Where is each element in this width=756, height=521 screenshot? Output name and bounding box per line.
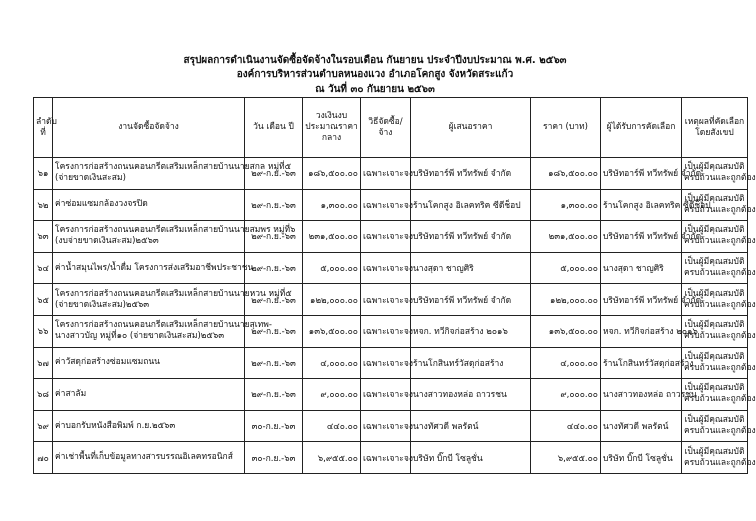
table-row [34, 379, 748, 411]
project-line-2: นางสาวบัญ หมู่ที่๑๐ (จ่ายขาดเงินสะสม)๒๕๖๓ [55, 331, 225, 342]
cell-date: ๒๙-ก.ย.-๖๓ [245, 189, 303, 221]
cell-price: ๖,๙๕๕.๐๐ [531, 442, 601, 474]
cell-winner: นางสาวทองหล่อ ถาวรชน [601, 379, 682, 411]
procurement-table [33, 97, 756, 474]
cell-budget: ๑๘๖,๕๐๐.๐๐ [303, 158, 361, 190]
reason-line-2: ครบถ้วนและถูกต้อง [684, 204, 756, 215]
reason-line-1: เป็นผู้มีคุณสมบัติ [684, 383, 745, 394]
cell-project [53, 315, 272, 347]
cell-budget: ๔๔๐.๐๐ [303, 410, 361, 442]
project-line-1: โครงการก่อสร้างถนนคอนกรีตเสริมเหล็กสายบ้านนายหวน หมู่ที่๕ [55, 288, 292, 299]
cell-reason [682, 315, 756, 347]
col-header-budget: วงเงินงบประมาณราคากลาง [303, 98, 361, 158]
reason-line-1: เป็นผู้มีคุณสมบัติ [684, 320, 745, 331]
table-row [34, 252, 748, 284]
cell-winner: นางสุดา ชาญศิริ [601, 252, 682, 284]
table-row [34, 284, 748, 316]
cell-reason [682, 284, 756, 316]
cell-no: ๖๗ [34, 347, 53, 379]
cell-method: เฉพาะเจาะจง [361, 347, 411, 379]
cell-method: เฉพาะเจาะจง [361, 221, 411, 253]
cell-project [53, 252, 254, 284]
reason-line-2: ครบถ้วนและถูกต้อง [684, 173, 756, 184]
cell-bidder: บริษัทอาร์พี ทวีทรัพย์ จำกัด [411, 221, 531, 253]
cell-bidder: นางสุดา ชาญศิริ [411, 252, 531, 284]
cell-date: ๒๙-ก.ย.-๖๓ [245, 379, 303, 411]
col-header-no: ลำดับที่ [34, 98, 53, 158]
cell-no: ๖๕ [34, 284, 53, 316]
cell-no: ๖๓ [34, 221, 53, 253]
cell-bidder: นางทัศวดี พลรัตน์ [411, 410, 531, 442]
col-header-reason: เหตุผลที่คัดเลือกโดยสังเขป [682, 98, 748, 158]
reason-line-1: เป็นผู้มีคุณสมบัติ [684, 446, 745, 457]
cell-project [53, 442, 245, 474]
cell-date: ๒๙-ก.ย.-๖๓ [245, 284, 303, 316]
cell-price: ๑๘๖,๕๐๐.๐๐ [531, 158, 601, 190]
reason-line-2: ครบถ้วนและถูกต้อง [684, 426, 756, 437]
cell-budget: ๕,๐๐๐.๐๐ [303, 252, 361, 284]
cell-method: เฉพาะเจาะจง [361, 379, 411, 411]
cell-price: ๔,๐๐๐.๐๐ [531, 347, 601, 379]
cell-method: เฉพาะเจาะจง [361, 189, 411, 221]
cell-bidder: บริษัทอาร์พี ทวีทรัพย์ จำกัด [411, 284, 531, 316]
cell-project [53, 189, 245, 221]
project-line-1: ค่าน้ำสมุนไพร/น้ำดื่ม โครงการส่งเสริมอาชีพประชาชน [55, 262, 254, 273]
cell-date: ๒๙-ก.ย.-๖๓ [245, 347, 303, 379]
cell-bidder: บริษัทอาร์พี ทวีทรัพย์ จำกัด [411, 158, 531, 190]
reason-line-2: ครบถ้วนและถูกต้อง [684, 394, 756, 405]
cell-method: เฉพาะเจาะจง [361, 442, 411, 474]
reason-line-2: ครบถ้วนและถูกต้อง [684, 331, 756, 342]
project-line-2: (จ่ายขาดเงินสะสม)๒๕๖๓ [55, 299, 150, 310]
cell-budget: ๒๓๑,๕๐๐.๐๐ [303, 221, 361, 253]
cell-method: เฉพาะเจาะจง [361, 158, 411, 190]
table-row [34, 221, 748, 253]
cell-reason [682, 221, 756, 253]
cell-price: ๑๒๒,๐๐๐.๐๐ [531, 284, 601, 316]
cell-no: ๖๖ [34, 315, 53, 347]
cell-date: ๒๙-ก.ย.-๖๓ [245, 315, 303, 347]
cell-reason [682, 410, 756, 442]
cell-winner: หจก. ทวีกิจก่อสร้าง ๒๐๑๖ [601, 315, 682, 347]
cell-reason [682, 252, 756, 284]
cell-date: ๒๙-ก.ย.-๖๓ [245, 221, 303, 253]
cell-bidder: ร้านโคกสูง อิเลคทริค ซีดีช็อป [411, 189, 531, 221]
cell-winner: บริษัท บิ๊กบี โซลูชั่น [601, 442, 682, 474]
cell-winner: บริษัทอาร์พี ทวีทรัพย์ จำกัด [601, 158, 682, 190]
project-line-1: ค่าซ่อมแซมกล้องวงจรปิด [55, 199, 148, 210]
col-header-method: วิธีจัดซื้อ/จ้าง [361, 98, 411, 158]
reason-line-2: ครบถ้วนและถูกต้อง [684, 299, 756, 310]
col-header-bidder: ผู้เสนอราคา [411, 98, 531, 158]
reason-line-1: เป็นผู้มีคุณสมบัติ [684, 288, 745, 299]
cell-budget: ๖,๙๕๕.๐๐ [303, 442, 361, 474]
cell-no: ๖๙ [34, 410, 53, 442]
table-row [34, 347, 748, 379]
reason-line-1: เป็นผู้มีคุณสมบัติ [684, 415, 745, 426]
cell-price: ๔๔๐.๐๐ [531, 410, 601, 442]
reason-line-1: เป็นผู้มีคุณสมบัติ [684, 257, 745, 268]
cell-bidder: บริษัท บิ๊กบี โซลูชั่น [411, 442, 531, 474]
cell-reason [682, 442, 756, 474]
report-title: สรุปผลการดำเนินงานจัดซื้อจัดจ้างในรอบเดือน กันยายน ประจำปีงบประมาณ พ.ศ. ๒๕๖๓ [183, 55, 567, 66]
cell-method: เฉพาะเจาะจง [361, 410, 411, 442]
cell-winner: บริษัทอาร์พี ทวีทรัพย์ จำกัด [601, 284, 682, 316]
reason-line-2: ครบถ้วนและถูกต้อง [684, 362, 756, 373]
cell-method: เฉพาะเจาะจง [361, 252, 411, 284]
reason-line-2: ครบถ้วนและถูกต้อง [684, 236, 756, 247]
project-line-2: (งบจ่ายขาดเงินสะสม)๒๕๖๓ [55, 236, 159, 247]
report-date: ณ วันที่ ๓๐ กันยายน ๒๕๖๓ [315, 84, 435, 95]
cell-winner: นางทัศวดี พลรัตน์ [601, 410, 682, 442]
cell-no: ๗๐ [34, 442, 53, 474]
project-line-1: โครงการก่อสร้างถนนคอนกรีตเสริมเหล็กสายบ้านนายสุเทพ- [55, 320, 272, 331]
cell-method: เฉพาะเจาะจง [361, 315, 411, 347]
cell-budget: ๑,๓๐๐.๐๐ [303, 189, 361, 221]
table-row [34, 315, 748, 347]
cell-budget: ๑๒๒,๐๐๐.๐๐ [303, 284, 361, 316]
cell-project [53, 410, 245, 442]
cell-price: ๒๓๑,๕๐๐.๐๐ [531, 221, 601, 253]
project-line-1: ค่าเช่าพื้นที่เก็บข้อมูลทางสารบรรณอิเลคทรอนิกส์ [55, 452, 233, 463]
project-line-1: โครงการก่อสร้างถนนคอนกรีตเสริมเหล็กสายบ้านนายสมพร หมู่ที่๖ [55, 225, 296, 236]
cell-no: ๖๔ [34, 252, 53, 284]
cell-no: ๖๘ [34, 379, 53, 411]
reason-line-1: เป็นผู้มีคุณสมบัติ [684, 351, 745, 362]
cell-date: ๒๙-ก.ย.-๖๓ [245, 158, 303, 190]
table-row [34, 442, 748, 474]
reason-line-1: เป็นผู้มีคุณสมบัติ [684, 225, 745, 236]
cell-price: ๑,๓๐๐.๐๐ [531, 189, 601, 221]
cell-winner: ร้านโคกสูง อิเลคทริค ซีดีช็อป [601, 189, 682, 221]
col-header-project: งานจัดซื้อจัดจ้าง [53, 98, 245, 158]
cell-method: เฉพาะเจาะจง [361, 284, 411, 316]
cell-winner: ร้านโกสินทร์วัสดุก่อสร้าง [601, 347, 682, 379]
table-row [34, 410, 748, 442]
cell-no: ๖๑ [34, 158, 53, 190]
table-row [34, 189, 748, 221]
project-line-1: โครงการก่อสร้างถนนคอนกรีตเสริมเหล็กสายบ้านนายสกล หมู่ที่๕ [55, 162, 292, 173]
col-header-winner: ผู้ได้รับการคัดเลือก [601, 98, 682, 158]
reason-line-2: ครบถ้วนและถูกต้อง [684, 457, 756, 468]
organization-name: องค์การบริหารส่วนตำบลหนองแวง อำเภอโคกสูง จังหวัดสระแก้ว [236, 69, 514, 80]
project-line-1: ค่าบอกรับหนังสือพิมพ์ ก.ย.๒๕๖๓ [55, 420, 176, 431]
cell-date: ๓๐-ก.ย.-๖๓ [245, 410, 303, 442]
cell-price: ๕,๐๐๐.๐๐ [531, 252, 601, 284]
table-row [34, 158, 748, 190]
cell-budget: ๙,๐๐๐.๐๐ [303, 379, 361, 411]
cell-budget: ๔,๐๐๐.๐๐ [303, 347, 361, 379]
cell-project [53, 347, 245, 379]
cell-bidder: นางสาวทองหล่อ ถาวรชน [411, 379, 531, 411]
col-header-price: ราคา (บาท) [531, 98, 601, 158]
cell-price: ๑๓๖,๕๐๐.๐๐ [531, 315, 601, 347]
reason-line-1: เป็นผู้มีคุณสมบัติ [684, 162, 745, 173]
cell-no: ๖๒ [34, 189, 53, 221]
project-line-2: (จ่ายขาดเงินสะสม) [55, 173, 126, 184]
project-line-1: ค่าวัสดุก่อสร้างซ่อมแซมถนน [55, 357, 160, 368]
cell-date: ๓๐-ก.ย.-๖๓ [245, 442, 303, 474]
cell-reason [682, 347, 756, 379]
cell-reason [682, 379, 756, 411]
cell-price: ๙,๐๐๐.๐๐ [531, 379, 601, 411]
project-line-1: ค่าสาลัม [55, 388, 87, 399]
cell-project [53, 379, 245, 411]
reason-line-2: ครบถ้วนและถูกต้อง [684, 268, 756, 279]
reason-line-1: เป็นผู้มีคุณสมบัติ [684, 193, 745, 204]
table-header-row [34, 98, 748, 158]
cell-bidder: ร้านโกสินทร์วัสดุก่อสร้าง [411, 347, 531, 379]
cell-winner: บริษัทอาร์พี ทวีทรัพย์ จำกัด [601, 221, 682, 253]
cell-reason [682, 158, 756, 190]
cell-date: ๒๙-ก.ย.-๖๓ [245, 252, 303, 284]
cell-bidder: หจก. ทวีกิจก่อสร้าง ๒๐๑๖ [411, 315, 531, 347]
cell-reason [682, 189, 756, 221]
col-header-date: วัน เดือน ปี [245, 98, 303, 158]
cell-budget: ๑๓๖,๕๐๐.๐๐ [303, 315, 361, 347]
